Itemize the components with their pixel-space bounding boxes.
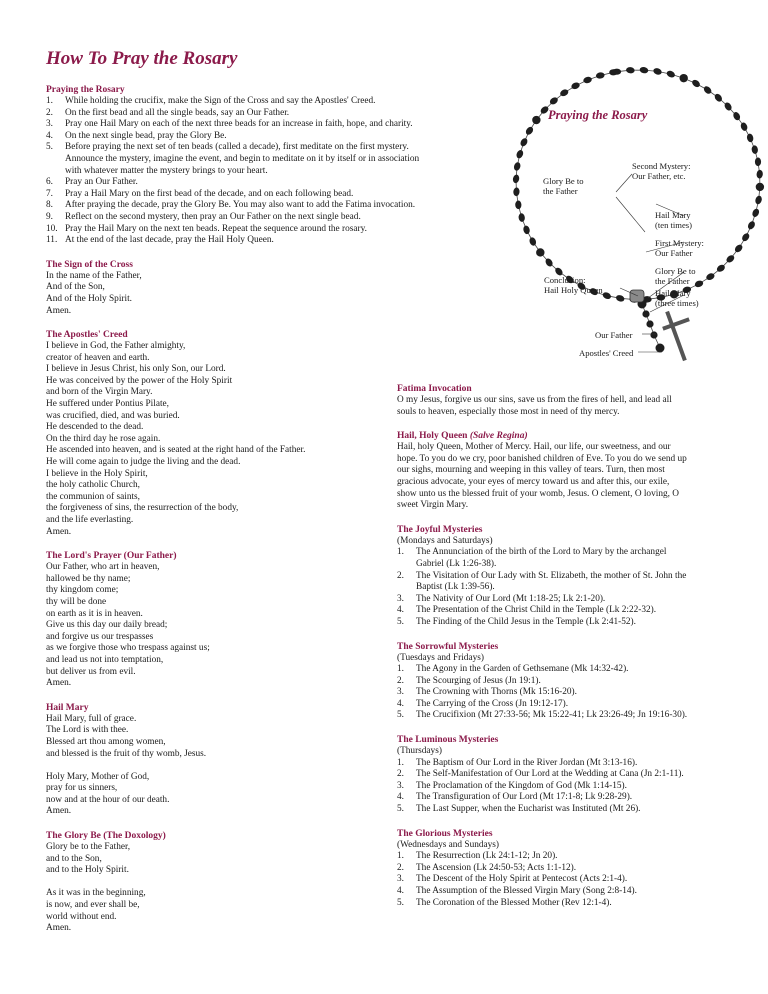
text-line: Glory be to the Father,	[46, 842, 131, 853]
sorrowful-days: (Tuesdays and Fridays)	[397, 652, 484, 663]
hail-holy-queen-text	[397, 442, 737, 512]
rosary-bead	[528, 236, 537, 246]
text-line: and the life everlasting.	[46, 515, 134, 525]
list-item	[46, 235, 396, 247]
rosary-diagram	[470, 52, 768, 372]
list-item-number: 2.	[397, 862, 404, 873]
text-line: hope. To you do we cry, poor banished children of Eve. To you do we send up	[397, 453, 687, 464]
rosary-pendant-bead	[646, 320, 653, 327]
crucifix-crossbar	[662, 317, 690, 330]
list-item	[46, 177, 396, 189]
label-glory-be: Glory Be to the Father	[543, 176, 584, 196]
rosary-bead	[754, 195, 763, 205]
label-first-mystery: First Mystery: Our Father	[655, 238, 704, 258]
list-item-number: 1.	[397, 851, 404, 862]
list-item-line: While holding the crucifix, make the Sign of the Cross and say the Apostles' Creed.	[65, 96, 376, 106]
text-line: O my Jesus, forgive us our sins, save us from the fires of hell, and lead all	[397, 395, 672, 405]
rosary-bead	[751, 145, 758, 154]
list-item-number: 5.	[46, 142, 53, 153]
leader-line	[616, 197, 645, 232]
list-item-text	[65, 224, 396, 236]
text-line: Blessed art thou among women,	[46, 736, 166, 747]
list-item-number: 2.	[46, 107, 53, 118]
list-item-number: 3.	[397, 687, 404, 698]
list-item-number: 11.	[46, 235, 58, 246]
text-line: pray for us sinners,	[46, 783, 118, 794]
rosary-bead	[652, 67, 662, 76]
text-line: the forgiveness of sins, the resurrection of the body,	[46, 503, 239, 514]
joyful-section	[397, 524, 737, 629]
list-item-text	[416, 594, 737, 606]
list-item	[397, 605, 737, 617]
text-line: our sighs, mourning and weeping in this valley of tears. Turn, then most	[397, 465, 665, 476]
list-item-line: The Visitation of Our Lady with St. Elizabeth, the mother of St. John the	[416, 570, 687, 581]
rosary-pendant-bead	[656, 344, 665, 353]
list-item-line: On the next single bead, pray the Glory Be.	[65, 130, 227, 141]
hail-mary-section	[46, 702, 396, 818]
list-item-text	[416, 605, 737, 617]
text-line: sweet Virgin Mary.	[397, 500, 469, 511]
list-item-line: The Self-Manifestation of Our Lord at the Wedding at Cana (Jn 2:1-11).	[416, 769, 684, 780]
rosary-diagram-title: Praying the Rosary	[548, 108, 648, 122]
text-line: on earth as it is in heaven.	[46, 608, 143, 619]
glorious-section	[397, 828, 737, 910]
list-item-text	[65, 131, 396, 143]
list-item-text	[416, 863, 737, 875]
list-item-line: The Resurrection (Lk 24:1-12; Jn 20).	[416, 851, 558, 862]
lords-prayer-section	[46, 550, 396, 690]
page-title: How To Pray the Rosary	[46, 48, 238, 69]
rosary-single-bead	[536, 248, 544, 256]
list-item	[397, 769, 737, 781]
list-item-number: 3.	[397, 874, 404, 885]
list-item	[397, 792, 737, 804]
text-line: and to the Son,	[46, 853, 102, 864]
list-item-line: The Nativity of Our Lord (Mt 1:18-25; Lk 2:1-20).	[416, 593, 606, 604]
praying-steps	[46, 96, 420, 247]
label-hail-mary-ten: Hail Mary (ten times)	[655, 210, 692, 230]
text-line: and forgive us our trespasses	[46, 631, 154, 642]
list-item-line: The Crowning with Thorns (Mk 15:16-20).	[416, 687, 577, 698]
glory-be-section	[46, 830, 396, 935]
text-line: I believe in Jesus Christ, his only Son, our Lord.	[46, 364, 226, 375]
praying-heading: Praying the Rosary	[46, 85, 125, 95]
list-item	[397, 547, 737, 570]
list-item-line: Pray a Hail Mary on the first bead of the decade, and on each following bead.	[65, 188, 354, 199]
list-item	[46, 200, 416, 212]
list-item-line: The Baptism of Our Lord in the River Jordan (Mt 3:13-16).	[416, 757, 638, 768]
list-item-number: 5.	[397, 804, 404, 815]
list-item-number: 1.	[397, 757, 404, 768]
list-item-line: The Presentation of the Christ Child in the Temple (Lk 2:22-32).	[416, 605, 657, 616]
list-item-number: 3.	[397, 593, 404, 604]
list-item	[397, 687, 737, 699]
list-item-text	[416, 664, 737, 676]
list-item-line: After praying the decade, pray the Glory Be. You may also want to add the Fatima invocation.	[65, 200, 416, 211]
list-item-number: 8.	[46, 200, 53, 211]
joyful-days: (Mondays and Saturdays)	[397, 535, 493, 546]
list-item-text	[65, 235, 396, 247]
list-item-line: The Carrying of the Cross (Jn 19:12-17).	[416, 698, 569, 709]
right-column	[397, 383, 737, 921]
text-line: Hail Mary, full of grace.	[46, 713, 137, 724]
list-item	[46, 142, 420, 177]
list-item	[397, 781, 737, 793]
list-item-line: The Coronation of the Blessed Mother (Rev 12:1-4).	[416, 897, 612, 908]
hail-mary-text-1	[46, 714, 396, 760]
list-item-line: Pray an Our Father.	[65, 177, 138, 188]
text-line: souls to heaven, especially those most in need of thy mercy.	[397, 406, 620, 417]
rosary-bead	[746, 133, 754, 143]
glory-be-text-2	[46, 888, 396, 934]
list-item-number: 2.	[397, 675, 404, 686]
list-item	[397, 886, 737, 898]
rosary-bead	[570, 81, 580, 90]
glorious-days: (Wednesdays and Sundays)	[397, 839, 500, 850]
text-line: show unto us the blessed fruit of your womb, Jesus. O clement, O loving, O	[397, 488, 679, 499]
text-line: On the third day he rose again.	[46, 433, 161, 444]
label-apostles-creed: Apostles' Creed	[579, 348, 634, 358]
joyful-heading: The Joyful Mysteries	[397, 524, 483, 535]
text-line: Amen.	[46, 305, 72, 316]
label-second-mystery: Second Mystery: Our Father, etc.	[632, 161, 691, 181]
fatima-section	[397, 383, 737, 418]
text-line: and born of the Virgin Mary.	[46, 387, 153, 398]
rosary-bead	[519, 137, 529, 148]
list-item-line: Before praying the next set of ten beads (called a decade), first meditate on the first mystery.	[65, 142, 409, 153]
lords-prayer-text	[46, 562, 396, 690]
list-item-text	[65, 189, 396, 201]
list-item-line: The Transfiguration of Our Lord (Mt 17:1-8; Lk 9:28-29).	[416, 792, 633, 803]
list-item-line: Pray one Hail Mary on each of the next three beads for an increase in faith, hope, and charity.	[65, 119, 413, 130]
text-line: and blessed is the fruit of thy womb, Jesus.	[46, 748, 207, 759]
rosary-single-bead	[756, 183, 764, 191]
list-item-number: 7.	[46, 188, 53, 199]
list-item-line: Reflect on the second mystery, then pray an Our Father on the next single bead.	[65, 211, 361, 222]
list-item-text	[65, 212, 396, 224]
list-item-line: On the first bead and all the single beads, say an Our Father.	[65, 107, 290, 118]
glorious-heading: The Glorious Mysteries	[397, 828, 493, 839]
list-item-line: Gabriel (Lk 1:26-38).	[416, 558, 497, 569]
rosary-single-bead	[680, 74, 688, 82]
hail-mary-heading: Hail Mary	[46, 702, 89, 713]
list-item-number: 4.	[397, 605, 404, 616]
leader-line	[616, 174, 632, 192]
glorious-list	[397, 851, 737, 909]
list-item	[397, 863, 737, 875]
list-item-text	[416, 898, 737, 910]
label-glory-be-2: Glory Be to the Father	[655, 266, 696, 286]
list-item	[46, 119, 413, 131]
rosary-beads-illustration	[470, 52, 768, 372]
luminous-heading: The Luminous Mysteries	[397, 735, 499, 746]
list-item-line: The Proclamation of the Kingdom of God (Mk 1:14-15).	[416, 780, 627, 791]
hail-holy-queen-heading: Hail, Holy Queen (Salve Regina)	[397, 431, 528, 442]
rosary-bead	[522, 225, 530, 235]
rosary-bead	[524, 126, 534, 137]
rosary-bead	[756, 170, 763, 179]
rosary-pendant-bead	[642, 310, 649, 317]
list-item-line: The Scourging of Jesus (Jn 19:1).	[416, 675, 541, 686]
rosary-bead	[512, 174, 520, 184]
text-line: Our Father, who art in heaven,	[46, 562, 160, 573]
text-line: world without end.	[46, 911, 117, 922]
rosary-bead	[513, 187, 520, 196]
text-line: He descended to the dead.	[46, 422, 144, 433]
text-line: I believe in the Holy Spirit,	[46, 468, 148, 479]
list-item	[397, 699, 737, 711]
list-item-text	[416, 886, 737, 898]
list-item-line: Announce the mystery, imagine the event, and begin to meditate on it by itself or in association	[65, 153, 420, 164]
list-item	[397, 710, 737, 722]
rosary-bead	[666, 69, 676, 78]
text-line: as we forgive those who trespass against us;	[46, 643, 210, 654]
apostles-creed-section	[46, 329, 396, 538]
text-line: I believe in God, the Father almighty,	[46, 341, 186, 352]
rosary-centerpiece	[630, 290, 644, 302]
text-line: gracious advocate, your eyes of mercy toward us and after this, our exile,	[397, 476, 670, 487]
list-item-text	[416, 676, 737, 688]
list-item-text	[416, 710, 737, 722]
text-line: creator of heaven and earth.	[46, 352, 150, 363]
text-line: In the name of the Father,	[46, 270, 142, 281]
list-item	[397, 758, 737, 770]
apostles-creed-text	[46, 341, 396, 538]
list-item	[397, 571, 737, 594]
text-line: He will come again to judge the living and the dead.	[46, 457, 241, 468]
rosary-bead	[615, 294, 625, 303]
luminous-days: (Thursdays)	[397, 746, 442, 757]
list-item-number: 4.	[397, 886, 404, 896]
list-item-text	[65, 142, 419, 177]
list-item	[46, 131, 396, 143]
text-line: and to the Holy Spirit.	[46, 865, 129, 876]
glory-be-text-1	[46, 842, 396, 877]
text-line: the holy catholic Church,	[46, 480, 140, 491]
text-line: is now, and ever shall be,	[46, 900, 140, 911]
text-line: The Lord is with thee.	[46, 725, 129, 736]
luminous-list	[397, 758, 737, 816]
apostles-creed-heading: The Apostles' Creed	[46, 330, 128, 341]
list-item-line: At the end of the last decade, pray the Hail Holy Queen.	[65, 235, 274, 246]
list-item-line: The Finding of the Child Jesus in the Temple (Lk 2:41-52).	[416, 616, 636, 627]
list-item	[397, 664, 737, 676]
list-item-text	[65, 119, 413, 131]
list-item-text	[416, 687, 737, 699]
text-line: And of the Son,	[46, 282, 105, 293]
list-item-number: 6.	[46, 177, 53, 188]
list-item-text	[65, 177, 396, 189]
rosary-single-bead	[532, 116, 540, 124]
list-item-text	[416, 781, 737, 793]
hail-mary-text-2	[46, 772, 396, 818]
crucifix-icon	[665, 311, 687, 361]
text-line: thy kingdom come;	[46, 585, 119, 596]
rosary-bead	[513, 161, 522, 171]
list-item-number: 5.	[397, 616, 404, 627]
list-item-number: 4.	[46, 130, 53, 141]
text-line: Amen.	[46, 806, 72, 817]
list-item-number: 10.	[46, 223, 58, 234]
text-line: thy will be done	[46, 596, 107, 607]
rosary-bead	[518, 213, 525, 222]
label-hail-mary-three: Hail Mary (three times)	[655, 288, 699, 308]
list-item-line: The Agony in the Garden of Gethsemane (Mk 14:32-42).	[416, 664, 629, 675]
text-line: He ascended into heaven, and is seated at the right hand of the Father.	[46, 445, 306, 456]
list-item	[397, 804, 737, 816]
list-item	[46, 224, 396, 236]
list-item-number: 3.	[397, 780, 404, 791]
list-item-number: 4.	[397, 792, 404, 803]
list-item-line: The Last Supper, when the Eucharist was Instituted (Mt 26).	[416, 804, 641, 815]
list-item	[397, 594, 737, 606]
list-item	[46, 108, 396, 120]
list-item-number: 2.	[397, 769, 404, 780]
text-line: hallowed be thy name;	[46, 573, 131, 584]
list-item-text	[416, 851, 737, 863]
list-item-line: The Descent of the Holy Spirit at Pentecost (Acts 2:1-4).	[416, 874, 628, 885]
list-item-line: Baptist (Lk 1:39-56).	[416, 582, 495, 593]
text-line: He was conceived by the power of the Holy Spirit	[46, 375, 233, 386]
rosary-bead	[741, 232, 751, 243]
text-line: Amen.	[46, 526, 72, 537]
list-item-text	[416, 617, 737, 629]
fatima-text	[397, 395, 737, 418]
list-item-number: 3.	[46, 119, 53, 130]
text-line: As it was in the beginning,	[46, 888, 146, 899]
list-item	[46, 96, 396, 108]
text-line: Give us this day our daily bread;	[46, 620, 168, 631]
list-item-text	[416, 758, 737, 770]
list-item-line: The Ascension (Lk 24:50-53; Acts 1:1-12).	[416, 862, 577, 873]
rosary-bead	[702, 85, 712, 95]
list-item-line: Pray the Hail Mary on the next ten beads. Repeat the sequence around the rosary.	[65, 223, 367, 234]
list-item	[46, 212, 396, 224]
text-line: now and at the hour of our death.	[46, 794, 170, 805]
list-item-number: 5.	[397, 897, 404, 908]
list-item	[397, 874, 737, 886]
list-item-number: 1.	[397, 547, 404, 558]
rosary-bead	[639, 66, 649, 74]
list-item-line: with whatever matter the mystery brings to your heart.	[65, 165, 268, 176]
text-line: but deliver us from evil.	[46, 666, 136, 677]
list-item-number: 5.	[397, 710, 404, 721]
list-item-number: 2.	[397, 570, 404, 581]
list-item-text	[65, 96, 396, 108]
sign-of-cross-text	[46, 271, 396, 317]
praying-section	[46, 84, 420, 247]
list-item-text	[416, 804, 737, 816]
label-our-father: Our Father	[595, 330, 633, 340]
text-line: And of the Holy Spirit.	[46, 293, 132, 304]
list-item-text	[416, 571, 737, 594]
rosary-bead	[596, 72, 605, 79]
list-item	[397, 676, 737, 688]
lords-prayer-heading: The Lord's Prayer (Our Father)	[46, 551, 177, 562]
list-item-text	[416, 547, 737, 570]
rosary-bead	[626, 67, 635, 74]
text-line: Hail, holy Queen, Mother of Mercy. Hail, our life, our sweetness, and our	[397, 442, 671, 453]
list-item	[46, 189, 396, 201]
list-item-number: 4.	[397, 698, 404, 709]
luminous-section	[397, 734, 737, 816]
label-conclusion: Conclusion: Hail Holy Queen	[544, 275, 603, 295]
rosary-bead	[515, 149, 524, 159]
list-item-number: 9.	[46, 211, 53, 222]
glory-be-heading: The Glory Be (The Doxology)	[46, 831, 166, 842]
list-item-line: The Annunciation of the birth of the Lord to Mary by the archangel	[416, 547, 667, 558]
list-item-text	[65, 108, 396, 120]
text-line: Amen.	[46, 923, 72, 934]
list-item-line: The Assumption of the Blessed Virgin Mary (Song 2:8-14).	[416, 886, 637, 896]
hail-holy-queen-section	[397, 430, 737, 512]
list-item-line: The Crucifixion (Mt 27:33-56; Mk 15:22-41; Lk 23:26-49; Jn 19:16-30).	[416, 710, 688, 721]
rosary-bead	[740, 122, 749, 132]
rosary-bead	[747, 220, 757, 231]
text-line: the communion of saints,	[46, 491, 140, 502]
text-line: He suffered under Pontius Pilate,	[46, 399, 169, 410]
list-item-number: 1.	[397, 664, 404, 675]
text-line: Amen.	[46, 678, 72, 689]
fatima-heading: Fatima Invocation	[397, 384, 472, 394]
rosary-bead	[583, 76, 593, 84]
list-item-text	[416, 792, 737, 804]
list-item-text	[65, 200, 415, 212]
rosary-bead	[751, 208, 760, 218]
rosary-pendant-bead	[650, 331, 657, 338]
rosary-bead	[602, 291, 612, 300]
rosary-bead	[733, 243, 743, 253]
joyful-list	[397, 547, 737, 628]
list-item-text	[416, 769, 737, 781]
sign-of-cross-heading: The Sign of the Cross	[46, 259, 133, 270]
rosary-bead	[515, 200, 521, 209]
rosary-bead	[691, 78, 702, 88]
list-item	[397, 898, 737, 910]
list-item	[397, 851, 737, 863]
rosary-bead	[755, 157, 761, 166]
sorrowful-section	[397, 641, 737, 723]
sorrowful-heading: The Sorrowful Mysteries	[397, 641, 499, 652]
text-line: Holy Mary, Mother of God,	[46, 771, 150, 782]
text-line: was crucified, died, and was buried.	[46, 410, 180, 421]
text-line: and lead us not into temptation,	[46, 654, 164, 665]
sorrowful-list	[397, 664, 737, 722]
sign-of-cross-section	[46, 259, 396, 317]
list-item-text	[416, 699, 737, 711]
list-item	[397, 617, 737, 629]
list-item-number: 1.	[46, 96, 53, 106]
list-item-text	[416, 874, 737, 886]
